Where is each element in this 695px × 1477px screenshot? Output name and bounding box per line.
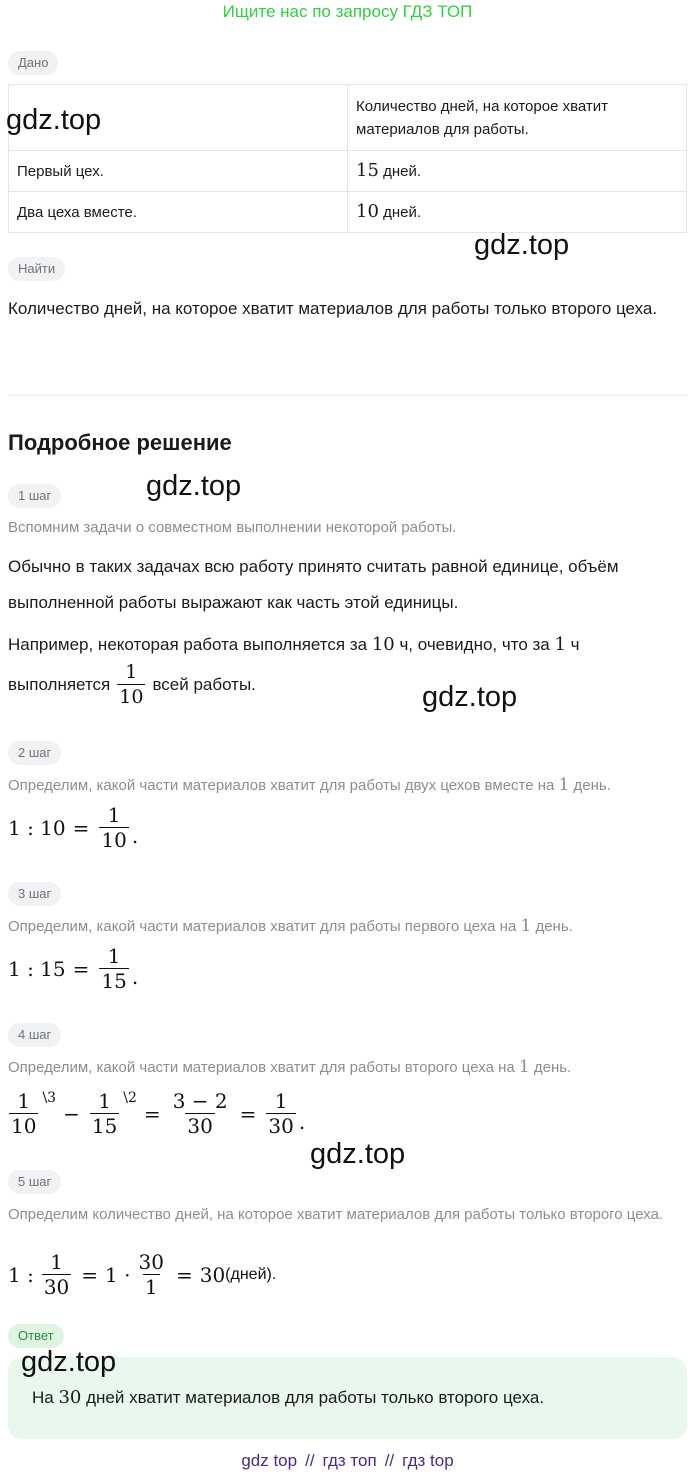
fraction [9,1089,38,1138]
text: день. [529,1059,572,1076]
find-section-label [8,257,65,281]
fraction [99,803,128,852]
equals-sign: = [81,1262,99,1287]
footer-link[interactable]: gdz top [241,1451,298,1470]
formula-part: 1 : 10 [8,815,66,840]
text: На [32,1388,59,1407]
math-value: 30 [58,1387,82,1408]
table-row [9,192,687,233]
text: день. [531,918,573,935]
formula-end: . [131,824,139,848]
formula-part: 1 · [105,1262,131,1287]
step-pill: 1 шаг [8,484,61,508]
step-3-hint [8,915,687,938]
denominator: 15 [101,969,127,993]
step-pill: 3 шаг [8,882,61,906]
fraction [90,1089,119,1138]
math-value: 1 [518,1057,530,1077]
equals-sign: = [72,956,90,981]
given-table [8,84,687,233]
equals-sign: = [175,1262,193,1287]
text: дней хватит материалов для работы только второго цеха. [81,1388,545,1407]
multiplier-superscript: \3 [42,1089,57,1106]
formula-part: 1 : 15 [8,956,66,981]
step-1-example-cont [8,660,256,709]
answer-label [8,1324,64,1348]
formula-part: 1 : [8,1262,34,1287]
watermark: gdz.top [146,470,242,502]
text: выполняется [8,674,111,694]
unit-text: дней. [378,163,421,180]
table-cell [348,151,687,192]
divider [8,395,687,396]
step-3-formula [8,944,138,993]
step-5-formula [8,1250,276,1299]
text: Например, некоторая работа выполняется за [8,635,372,654]
watermark: gdz.top [310,1138,406,1170]
fraction [137,1250,166,1299]
step-3-label [8,882,61,906]
numerator: 1 [17,1089,31,1113]
equals-sign: = [143,1101,161,1126]
table-row [9,151,687,192]
math-value: 10 [371,634,395,655]
given-section-label [8,51,58,75]
step-4-formula [6,1089,305,1138]
numerator: 3 − 2 [172,1089,228,1113]
separator: // [384,1451,395,1470]
denominator: 10 [119,686,144,708]
formula-end: . [131,965,139,989]
step-pill: 4 шаг [8,1023,61,1047]
solution-title: Подробное решение [8,430,232,455]
math-value: 1 [520,916,532,936]
numerator: 1 [107,944,121,968]
step-4-label [8,1023,61,1047]
table-row [9,85,687,151]
denominator: 30 [43,1275,70,1299]
numerator: 1 [50,1250,63,1274]
table-cell: Два цеха вместе. [9,192,348,233]
text: Определим, какой части материалов хватит для работы первого цеха на [8,918,521,935]
search-banner: Ищите нас по запросу ГДЗ ТОП [222,2,473,21]
fraction [171,1089,230,1138]
footer-link[interactable]: гдз топ [322,1451,377,1470]
denominator: 10 [101,828,127,852]
step-pill: 5 шаг [8,1170,61,1194]
step-5-label [8,1170,61,1194]
step-2-formula [8,803,138,852]
denominator: 10 [11,1114,37,1138]
answer-pill: Ответ [8,1324,64,1348]
step-5-hint: Определим количество дней, на которое хватит материалов для работы только второго цеха. [8,1206,664,1223]
denominator: 1 [144,1275,158,1299]
step-1-paragraph: Обычно в таких задачах всю работу принято считать равной единице, объём выполненной работы выражают как часть этой единицы. [8,557,619,612]
watermark: gdz.top [474,229,570,261]
fraction [266,1089,295,1138]
step-2-hint [8,774,687,797]
footer-link[interactable]: гдз top [402,1451,454,1470]
step-1-hint: Вспомним задачи о совместном выполнении некоторой работы. [8,519,457,536]
text: день. [569,777,611,794]
watermark: gdz.top [422,681,518,713]
fraction [117,660,145,709]
step-1-example [8,630,687,660]
formula-end: . [298,1110,306,1134]
equals-sign: = [239,1101,257,1126]
answer-text [32,1383,672,1413]
denominator: 30 [268,1114,294,1138]
given-pill: Дано [8,51,58,75]
table-cell: Первый цех. [9,151,348,192]
step-2-label [8,741,61,765]
step-4-hint [8,1056,687,1079]
unit-text: дней. [378,204,421,221]
text: ч, очевидно, что за [394,635,555,654]
numerator: 1 [125,661,138,683]
minus-sign: − [63,1101,80,1126]
denominator: 30 [187,1114,213,1138]
footer-links [0,1451,695,1471]
text: всей работы. [152,674,256,694]
fraction [42,1250,71,1299]
math-value: 15 [356,160,379,181]
watermark: gdz.top [21,1346,117,1378]
numerator: 1 [107,803,121,827]
table-cell: Количество дней, на которое хватит материалов для работы. [348,85,687,151]
numerator: 1 [274,1089,288,1113]
step-1-label [8,484,61,508]
find-pill: Найти [8,257,65,281]
multiplier-superscript: \2 [123,1089,137,1106]
step-pill: 2 шаг [8,741,61,765]
find-text: Количество дней, на которое хватит материалов для работы только второго цеха. [8,299,658,318]
math-value: 1 [558,775,570,795]
equals-sign: = [72,815,90,840]
separator: // [305,1451,315,1470]
watermark: gdz.top [6,104,102,136]
denominator: 15 [91,1114,118,1138]
numerator: 30 [138,1250,164,1274]
text: Определим, какой части материалов хватит для работы второго цеха на [8,1059,519,1076]
formula-part: 30 [199,1262,226,1287]
math-value: 1 [554,634,566,655]
numerator: 1 [98,1089,111,1113]
text: ч [565,635,580,654]
table-cell [348,192,687,233]
math-value: 10 [356,201,379,222]
text: Определим, какой части материалов хватит для работы двух цехов вместе на [8,777,559,794]
fraction [99,944,128,993]
unit-text: (дней). [225,1265,277,1283]
